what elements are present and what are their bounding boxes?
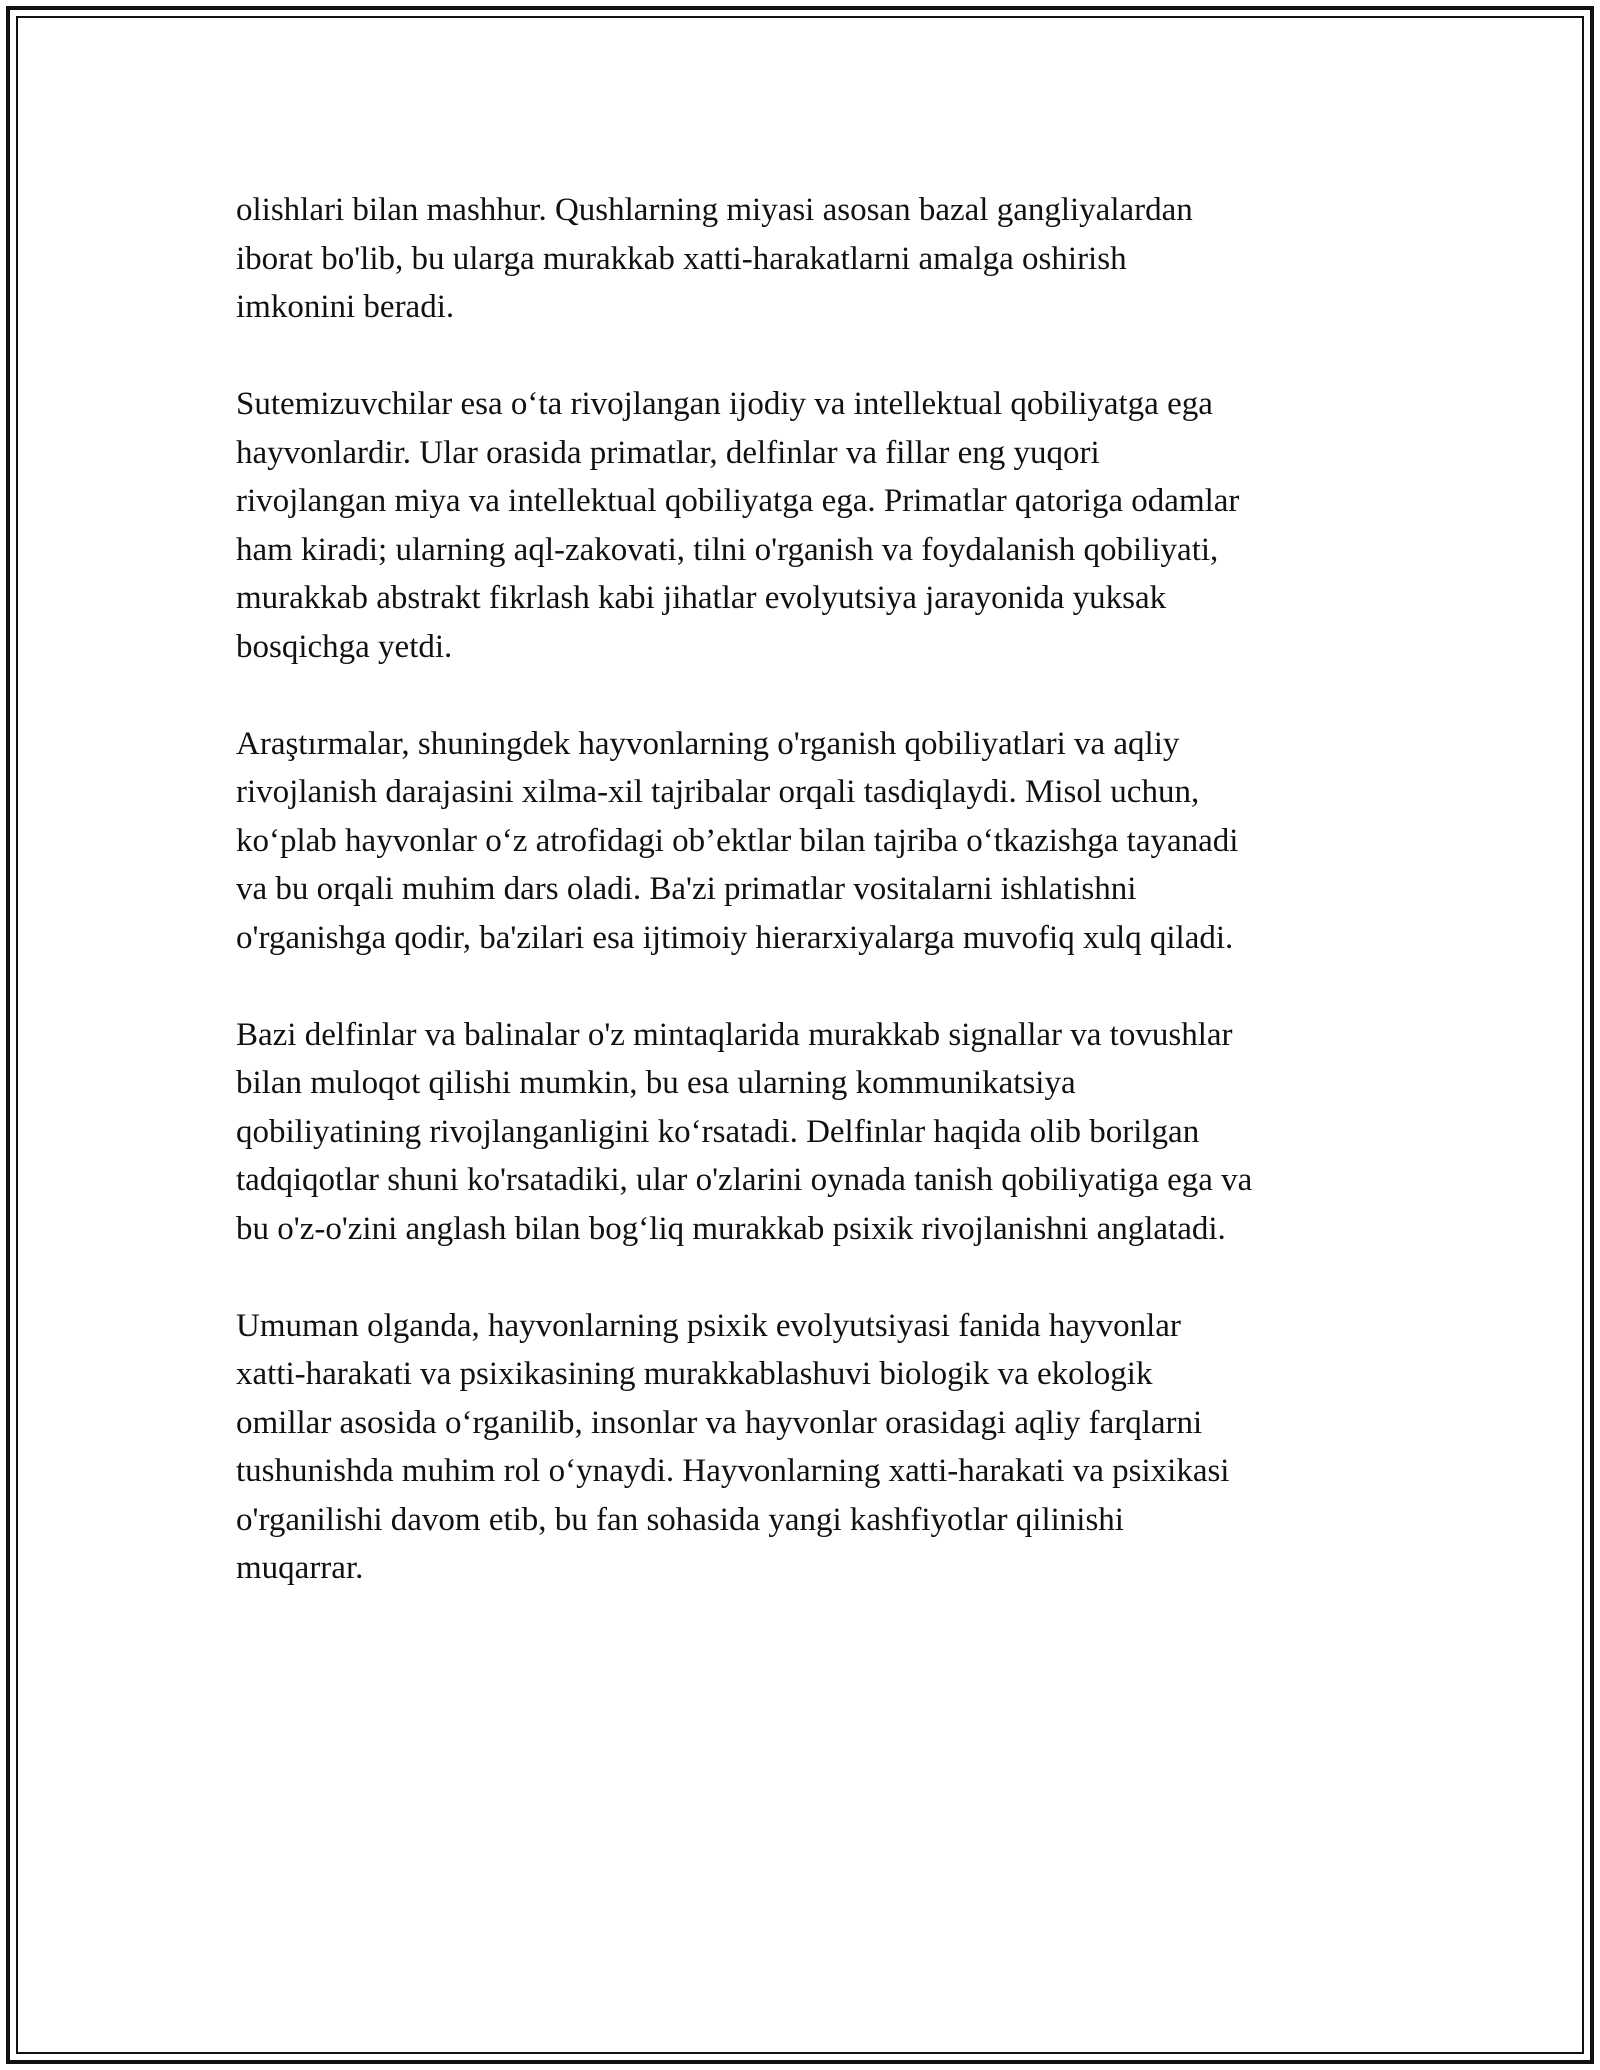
paragraph — [236, 720, 1396, 963]
text-line: ham kiradi; ularning aql-zakovati, tilni o'rganish va foydalanish qobiliyati, — [236, 531, 1219, 568]
text-line: bosqichga yetdi. — [236, 628, 453, 665]
text-line: Araştırmalar, shuningdek hayvonlarning o'rganish qobiliyatlari va aqliy — [236, 725, 1180, 762]
text-line: olishlari bilan mashhur. Qushlarning miyasi asosan bazal gangliyalardan — [236, 192, 1193, 228]
paragraph — [236, 186, 1396, 332]
text-line: imkonini beradi. — [236, 289, 455, 325]
text-line: hayvonlardir. Ular orasida primatlar, delfinlar va fillar eng yuqori — [236, 434, 1100, 471]
text-line: va bu orqali muhim dars oladi. Ba'zi primatlar vositalarni ishlatishni — [236, 871, 1137, 907]
text-line: rivojlangan miya va intellektual qobiliyatga ega. Primatlar qatoriga odamlar — [236, 483, 1240, 519]
text-line: ko‘plab hayvonlar o‘z atrofidagi ob’ektlar bilan tajriba o‘tkazishga tayanadi — [236, 822, 1239, 859]
text-line: xatti-harakati va psixikasining murakkablashuvi biologik va ekologik — [236, 1356, 1153, 1392]
text-line: tushunishda muhim rol o‘ynaydi. Hayvonlarning xatti-harakati va psixikasi — [236, 1453, 1230, 1489]
text-line: bilan muloqot qilishi mumkin, bu esa ularning kommunikatsiya — [236, 1065, 1076, 1101]
text-line: o'rganilishi davom etib, bu fan sohasida yangi kashfiyotlar qilinishi — [236, 1501, 1124, 1538]
text-line: Bazi delfinlar va balinalar o'z mintaqlarida murakkab signallar va tovushlar — [236, 1016, 1233, 1053]
text-line: bu o'z-o'zini anglash bilan bog‘liq murakkab psixik rivojlanishni anglatadi. — [236, 1210, 1226, 1247]
text-line: murakkab abstrakt fikrlash kabi jihatlar evolyutsiya jarayonida yuksak — [236, 580, 1167, 616]
document-body — [236, 186, 1396, 1641]
paragraph — [236, 1302, 1396, 1593]
text-line: Umuman olganda, hayvonlarning psixik evolyutsiyasi fanida hayvonlar — [236, 1307, 1181, 1344]
text-line: rivojlanish darajasini xilma-xil tajribalar orqali tasdiqlaydi. Misol uchun, — [236, 774, 1200, 810]
text-line: muqarrar. — [236, 1550, 364, 1586]
text-line: qobiliyatining rivojlanganligini ko‘rsatadi. Delfinlar haqida olib borilgan — [236, 1113, 1200, 1150]
text-line: o'rganishga qodir, ba'zilari esa ijtimoiy hierarxiyalarga muvofiq xulq qiladi. — [236, 919, 1234, 956]
text-line: tadqiqotlar shuni ko'rsatadiki, ular o'zlarini oynada tanish qobiliyatiga ega va — [236, 1162, 1253, 1198]
text-line: Sutemizuvchilar esa o‘ta rivojlangan ijodiy va intellektual qobiliyatga ega — [236, 386, 1213, 422]
text-line: omillar asosida o‘rganilib, insonlar va hayvonlar orasidagi aqliy farqlarni — [236, 1404, 1203, 1441]
paragraph — [236, 1011, 1396, 1254]
text-line: iborat bo'lib, bu ularga murakkab xatti-harakatlarni amalga oshirish — [236, 240, 1127, 277]
paragraph — [236, 380, 1396, 671]
